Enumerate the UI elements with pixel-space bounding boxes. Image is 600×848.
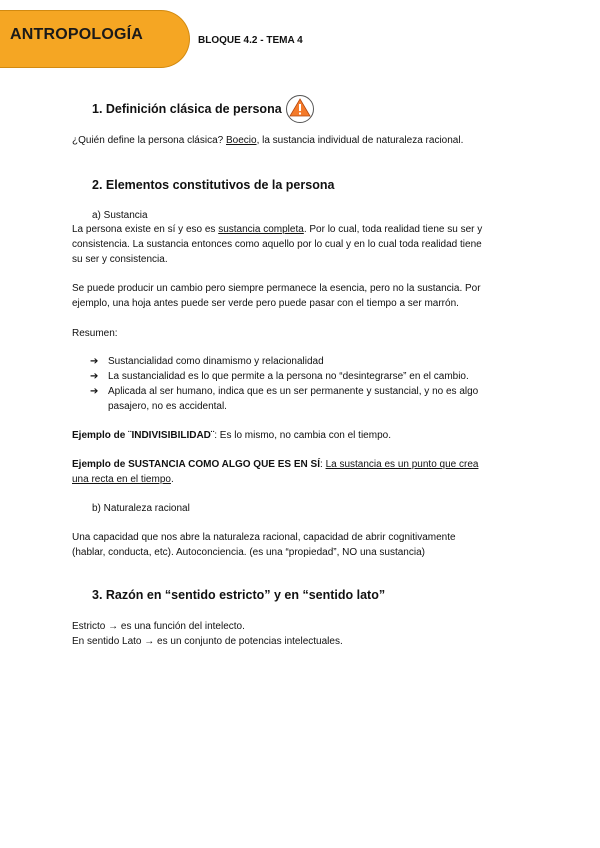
- razon-paragraph: Estricto → es una función del intelecto. En sentido Lato → es un conjunto de potencias intelectuales.: [72, 621, 343, 647]
- warning-icon: [285, 94, 315, 124]
- boecio-link: Boecio: [225, 135, 257, 146]
- subject-title: ANTROPOLOGÍA: [10, 26, 144, 43]
- subsection-b-label: b) Naturaleza racional: [92, 503, 190, 514]
- arrow-right-icon: ➔: [90, 386, 99, 397]
- arrow-right-icon: ➔: [90, 371, 99, 382]
- arrow-right-icon: ➔: [90, 356, 99, 367]
- bloque-label: BLOQUE 4.2 - TEMA 4: [198, 35, 303, 46]
- resumen-label: Resumen:: [72, 328, 118, 339]
- section-1-heading: 1. Definición clásica de persona: [92, 102, 282, 116]
- section-1-text: ¿Quién define la persona clásica? Boecio, la sustancia individual de naturaleza racional.: [72, 135, 464, 146]
- ejemplo-indivisibilidad: Ejemplo de ¨INDIVISIBILIDAD¨: Es lo mismo, no cambia con el tiempo.: [72, 430, 391, 441]
- ejemplo-sustancia: Ejemplo de SUSTANCIA COMO ALGO QUE ES EN SÍ: La sustancia es un punto que crea una recta en el tiempo.: [72, 459, 479, 485]
- section-2-heading: 2. Elementos constitutivos de la persona: [92, 178, 335, 192]
- section-3-heading: 3. Razón en “sentido estricto” y en “sentido lato”: [92, 588, 386, 602]
- sustancia-paragraph: La persona existe en sí y eso es sustancia completa. Por lo cual, toda realidad tiene su ser y consistencia. La sustancia entonces como aquello por lo cual y en lo cual toda realidad tiene su ser y consistencia.: [72, 224, 483, 265]
- cambio-paragraph: Se puede producir un cambio pero siempre permanece la esencia, pero no la sustancia. Por ejemplo, una hoja antes puede ser verde pero puede pasar con el tiempo a ser marrón.: [72, 283, 481, 309]
- subsection-a-label: a) Sustancia: [92, 210, 148, 221]
- naturaleza-paragraph: Una capacidad que nos abre la naturaleza racional, capacidad de abrir cognitivamente (hablar, conducta, etc). Autoconciencia. (es una “propiedad”, NO una sustancia): [72, 532, 456, 558]
